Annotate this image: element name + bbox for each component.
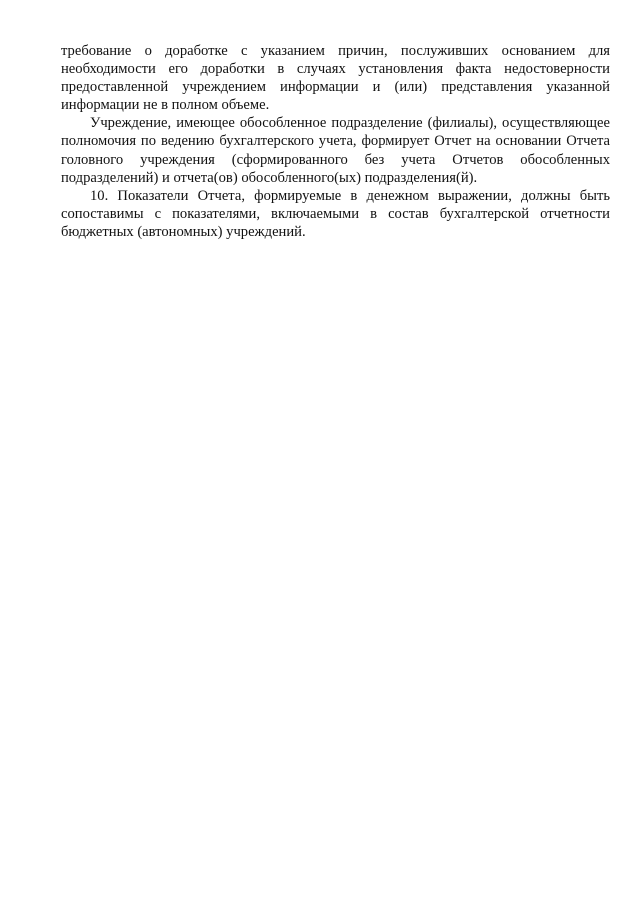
document-body xyxy=(61,42,610,241)
paragraph-continuation: требование о доработке с указанием причин, послуживших основанием для необходимости его доработки в случаях установления факта недостоверности предоставленной учреждением информации и (или) представления указанной информации не в полном объеме. xyxy=(61,43,610,114)
paragraph-branch-reporting: Учреждение, имеющее обособленное подразделение (филиалы), осуществляющее полномочия по ведению бухгалтерского учета, формирует Отчет на основании Отчета головного учреждения (сформированного без учета Отчетов обособленных подразделений) и отчета(ов) обособленного(ых) подразделения(й). xyxy=(61,115,610,186)
paragraph-item-10: 10. Показатели Отчета, формируемые в денежном выражении, должны быть сопоставимы с показателями, включаемыми в состав бухгалтерской отчетности бюджетных (автономных) учреждений. xyxy=(61,187,610,240)
